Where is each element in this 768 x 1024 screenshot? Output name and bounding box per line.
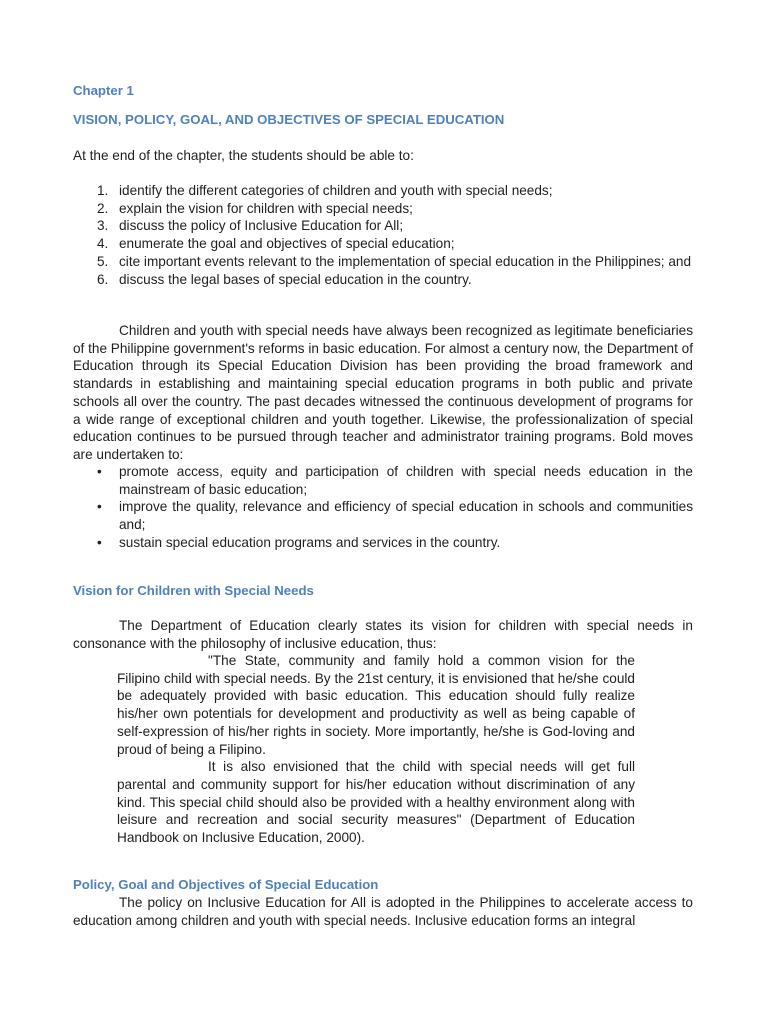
objective-item <box>73 182 693 200</box>
objective-item <box>73 253 693 271</box>
chapter-label: Chapter 1 <box>73 83 134 98</box>
objective-item <box>73 200 693 218</box>
objectives-list <box>73 182 693 288</box>
objective-text: explain the vision for children with special needs; <box>119 200 413 216</box>
section-heading-vision: Vision for Children with Special Needs <box>73 583 314 598</box>
vision-intro-paragraph: The Department of Education clearly states its vision for children with special needs in consonance with the philosophy of inclusive education, thus: <box>73 618 693 651</box>
list-number: 2. <box>97 200 109 216</box>
bullet-icon: • <box>97 499 102 515</box>
quote-paragraph-1: "The State, community and family hold a common vision for the Filipino child with special needs. By the 21st century, it is envisioned that he/she could be adequately provided with basic education. This education should fully realize his/her own potentials for development and productivity as well as being capable of self-expression of his/her rights in society. More importantly, he/she is God-loving and proud of being a Filipino. <box>117 653 635 757</box>
body-paragraph-1: Children and youth with special needs have always been recognized as legitimate beneficiaries of the Philippine government's reforms in basic education. For almost a century now, the Department of Education through its Special Education Division has been providing the broad framework and standards in establishing and maintaining special education programs in both public and private schools all over the country. The past decades witnessed the continuous development of programs for a wide range of exceptional children and youth together. Likewise, the professionalization of special education continues to be pursued through teacher and administrator training programs. Bold moves are undertaken to: <box>73 323 693 462</box>
quote-paragraph-2: It is also envisioned that the child with special needs will get full parental and community support for his/her education without discrimination of any kind. This special child should also be provided with a healthy environment along with leisure and recreation and social security measures" (Department of Education Handbook on Inclusive Education, 2000). <box>117 759 635 846</box>
bold-move-item <box>73 534 693 552</box>
objective-text: enumerate the goal and objectives of special education; <box>119 236 455 252</box>
bold-moves-list <box>73 463 693 552</box>
bullet-icon: • <box>97 464 102 479</box>
chapter-title: VISION, POLICY, GOAL, AND OBJECTIVES OF SPECIAL EDUCATION <box>73 112 505 127</box>
bold-move-item <box>73 498 693 533</box>
bullet-icon: • <box>97 534 102 550</box>
bold-move-text: sustain special education programs and services in the country. <box>119 534 501 550</box>
objective-item <box>73 217 693 235</box>
list-number: 1. <box>97 183 109 198</box>
list-number: 4. <box>97 236 109 252</box>
objective-text: identify the different categories of children and youth with special needs; <box>119 183 553 198</box>
section-heading-policy: Policy, Goal and Objectives of Special Education <box>73 877 379 892</box>
policy-paragraph: The policy on Inclusive Education for All is adopted in the Philippines to accelerate access to education among children and youth with special needs. Inclusive education forms an integral <box>73 895 693 928</box>
bold-move-text: promote access, equity and participation of children with special needs education in the mainstream of basic education; <box>119 464 693 497</box>
objective-text: cite important events relevant to the implementation of special education in the Philippines; and <box>119 253 692 269</box>
list-number: 3. <box>97 218 109 234</box>
bold-move-item <box>73 463 693 498</box>
bold-move-text: improve the quality, relevance and efficiency of special education in schools and communities and; <box>119 499 693 533</box>
vision-blockquote <box>117 652 635 847</box>
objective-item <box>73 271 693 289</box>
objective-text: discuss the policy of Inclusive Education for All; <box>119 218 404 234</box>
intro-text: At the end of the chapter, the students should be able to: <box>73 148 414 163</box>
objective-item <box>73 235 693 253</box>
list-number: 6. <box>97 271 109 287</box>
list-number: 5. <box>97 253 109 269</box>
objective-text: discuss the legal bases of special education in the country. <box>119 271 472 287</box>
